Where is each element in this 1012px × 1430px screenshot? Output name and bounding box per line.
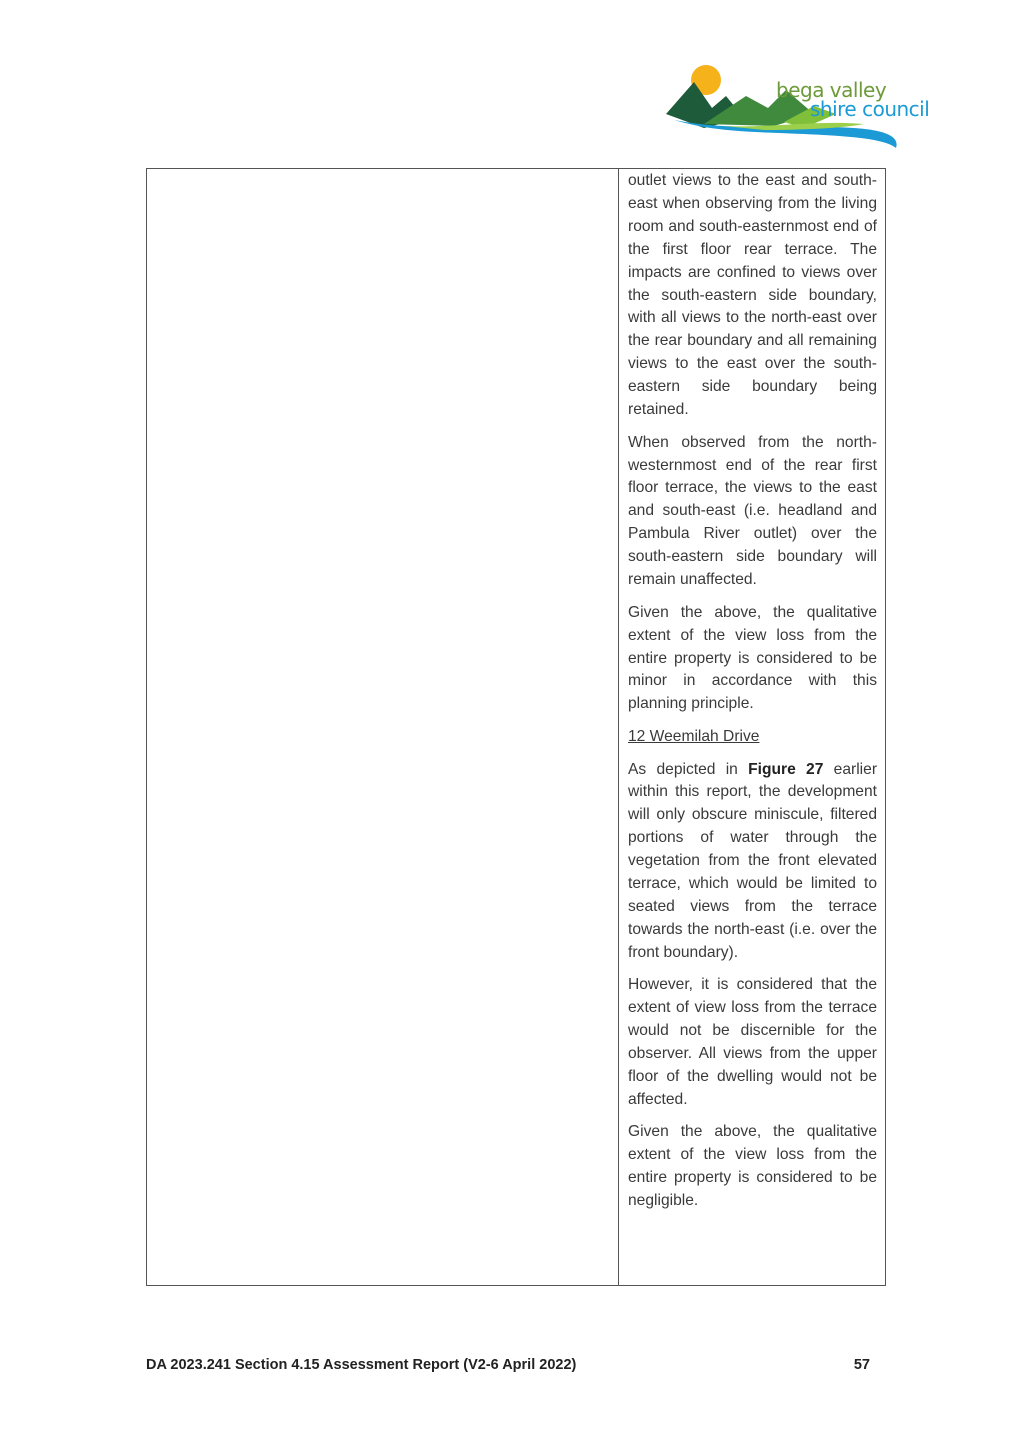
figure-reference: Figure 27 [748,760,824,778]
section-heading: 12 Weemilah Drive [628,727,760,745]
logo-text-line2: shire council [810,97,930,121]
footer-title: DA 2023.241 Section 4.15 Assessment Report (V2-6 April 2022) [146,1357,577,1373]
council-logo [664,62,940,158]
page-number: 57 [853,1357,870,1373]
paragraph: However, it is considered that the extent of view loss from the terrace would not be discernible for the observer. All views from the upper floor of the dwelling would not be affected. [628,976,877,1108]
table-left-cell [147,169,619,1285]
paragraph: As depicted in Figure 27 earlier within this report, the development will only obscure miniscule, filtered portions of water through the vegetation from the front elevated terrace, which would be limited to seated views from the terrace towards the north-east (i.e. over the front boundary). [628,760,878,961]
paragraph: Given the above, the qualitative extent of the view loss from the entire property is considered to be negligible. [628,1123,877,1210]
assessment-table [146,168,886,1286]
paragraph: When observed from the north-westernmost end of the rear first floor terrace, the views to the east and south-east (i.e. headland and Pambula River outlet) over the south-eastern side boundary will remain unaffected. [628,433,877,589]
table-right-cell [619,169,885,1285]
paragraph: Given the above, the qualitative extent of the view loss from the entire property is considered to be minor in accordance with this planning principle. [628,603,877,713]
logo-text-line1: bega valley [776,78,887,102]
paragraph: outlet views to the east and south-east when observing from the living room and south-easternmost end of the first floor rear terrace. The impacts are confined to views over the south-eastern side boundary, with all views to the north-east over the rear boundary and all remaining views to the east over the south-eastern side boundary being retained. [628,172,877,419]
